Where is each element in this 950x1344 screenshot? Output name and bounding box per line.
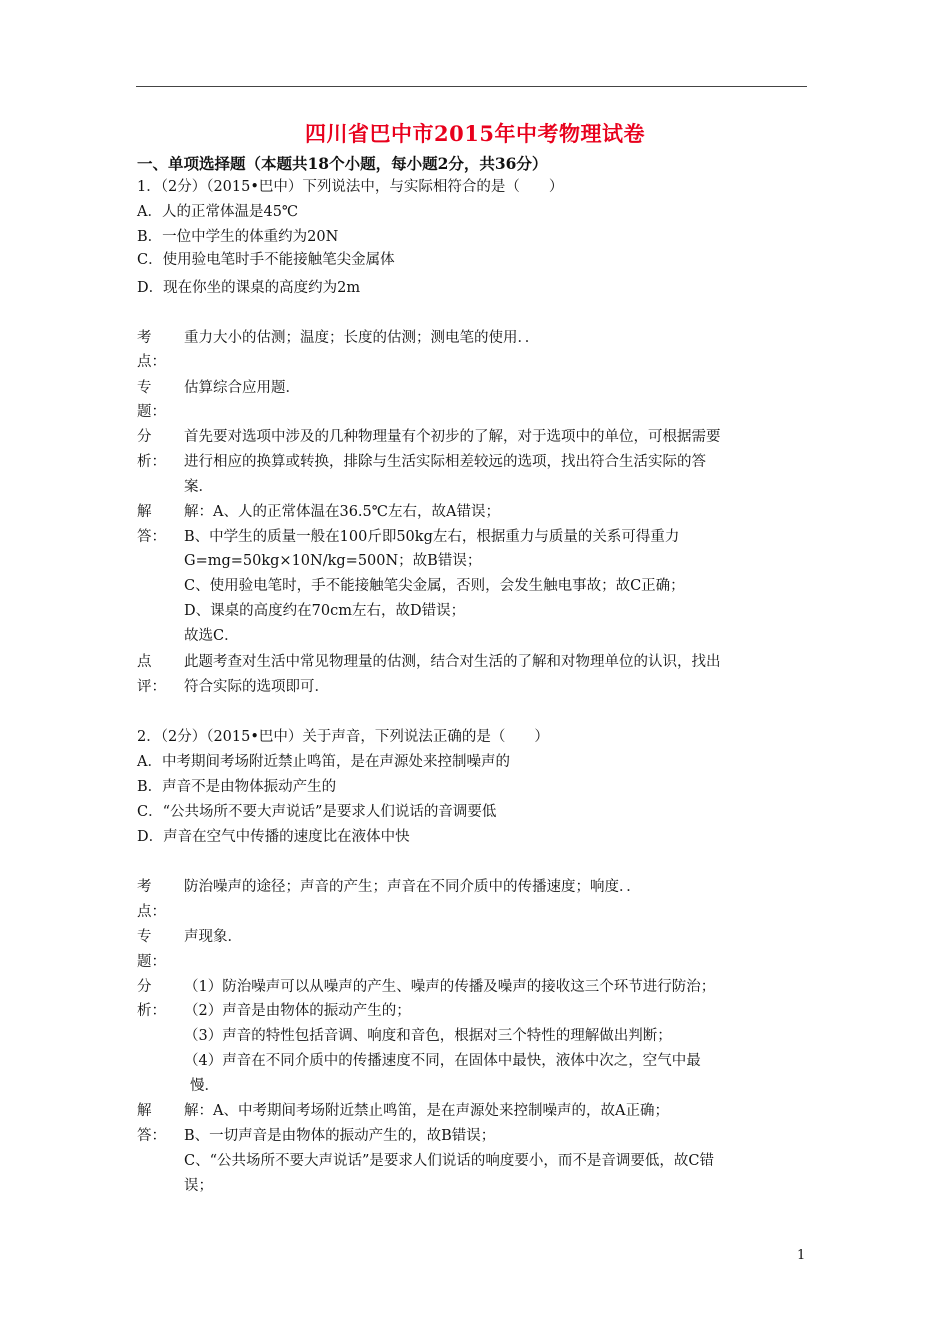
q1-kaodian-label-2: 点： <box>137 354 166 370</box>
q2-fenxi-label-1: 分 <box>137 979 152 995</box>
header-rule <box>136 86 807 87</box>
q1-option-b: B．一位中学生的体重约为20N <box>137 229 339 245</box>
q1-kaodian-label-1: 考 <box>137 330 152 346</box>
q2-zhuanti: 声现象． <box>184 929 242 945</box>
q2-option-b: B．声音不是由物体振动产生的 <box>137 779 337 795</box>
q2-fenxi-line-1: （1）防治噪声可以从噪声的产生、噪声的传播及噪声的接收这三个环节进行防治； <box>184 979 716 995</box>
q1-kaodian: 重力大小的估测；温度；长度的估测；测电笔的使用．． <box>184 330 540 346</box>
q2-jieda-line-2: B、一切声音是由物体的振动产生的，故B错误； <box>184 1128 496 1144</box>
q1-dianping-label-1: 点 <box>137 654 152 670</box>
q2-fenxi-line-2: （2）声音是由物体的振动产生的； <box>184 1003 411 1019</box>
q1-dianping-line-2: 符合实际的选项即可． <box>184 679 329 695</box>
q1-stem: 1．（2分）（2015•巴中）下列说法中，与实际相符合的是（ ） <box>137 179 564 195</box>
page-number: 1 <box>797 1248 806 1263</box>
q1-fenxi-label-1: 分 <box>137 429 152 445</box>
document-title: 四川省巴中市2015年中考物理试卷 <box>305 121 645 146</box>
q2-jieda-line-1: 解：A、中考期间考场附近禁止鸣笛，是在声源处来控制噪声的，故A正确； <box>184 1103 669 1119</box>
q1-fenxi-line-3: 案． <box>184 479 213 495</box>
q2-jieda-label-2: 答： <box>137 1128 166 1144</box>
q1-jieda-line-5: D、课桌的高度约在70cm左右，故D错误； <box>184 603 466 619</box>
q1-jieda-line-1: 解：A、人的正常体温在36.5℃左右，故A错误； <box>184 504 500 520</box>
q1-dianping-line-1: 此题考查对生活中常见物理量的估测，结合对生活的了解和对物理单位的认识，找出 <box>184 654 721 670</box>
q2-option-a: A．中考期间考场附近禁止鸣笛，是在声源处来控制噪声的 <box>137 754 510 770</box>
q2-jieda-label-1: 解 <box>137 1103 152 1119</box>
q1-jieda-label-2: 答： <box>137 529 166 545</box>
q2-option-c: C．“公共场所不要大声说话”是要求人们说话的音调要低 <box>137 804 497 820</box>
section-heading: 一、单项选择题（本题共18个小题，每小题2分，共36分） <box>137 154 548 173</box>
q1-jieda-line-4: C、使用验电笔时，手不能接触笔尖金属，否则，会发生触电事故；故C正确； <box>184 578 685 594</box>
q2-kaodian-label-1: 考 <box>137 879 152 895</box>
q1-jieda-line-6: 故选C． <box>184 628 239 644</box>
q2-jieda-line-4: 误； <box>184 1178 213 1194</box>
q1-jieda-line-2: B、中学生的质量一般在100斤即50kg左右，根据重力与质量的关系可得重力 <box>184 529 680 545</box>
q1-option-d: D．现在你坐的课桌的高度约为2m <box>137 280 361 296</box>
q1-fenxi-line-1: 首先要对选项中涉及的几种物理量有个初步的了解，对于选项中的单位，可根据需要 <box>184 429 721 445</box>
q2-zhuanti-label-2: 题： <box>137 954 166 970</box>
q1-fenxi-line-2: 进行相应的换算或转换，排除与生活实际相差较远的选项，找出符合生活实际的答 <box>184 454 706 470</box>
q1-option-c: C．使用验电笔时手不能接触笔尖金属体 <box>137 252 395 268</box>
q2-kaodian: 防治噪声的途径；声音的产生；声音在不同介质中的传播速度；响度．． <box>184 879 641 895</box>
q1-jieda-line-3: G=mg=50kg×10N/kg=500N；故B错误； <box>184 553 482 569</box>
q2-jieda-line-3: C、“公共场所不要大声说话”是要求人们说话的响度要小，而不是音调要低，故C错 <box>184 1153 715 1169</box>
q2-option-d: D．声音在空气中传播的速度比在液体中快 <box>137 829 410 845</box>
q2-fenxi-line-3: （3）声音的特性包括音调、响度和音色，根据对三个特性的理解做出判断； <box>184 1028 672 1044</box>
q2-fenxi-label-2: 析： <box>137 1003 166 1019</box>
q2-kaodian-label-2: 点： <box>137 904 166 920</box>
q1-zhuanti: 估算综合应用题． <box>184 380 300 396</box>
q1-fenxi-label-2: 析： <box>137 454 166 470</box>
q2-fenxi-line-5: 慢． <box>190 1078 219 1094</box>
q2-fenxi-line-4: （4）声音在不同介质中的传播速度不同，在固体中最快，液体中次之，空气中最 <box>184 1053 701 1069</box>
q2-stem: 2．（2分）（2015•巴中）关于声音，下列说法正确的是（ ） <box>137 729 549 745</box>
q1-dianping-label-2: 评： <box>137 679 166 695</box>
q1-option-a: A．人的正常体温是45℃ <box>137 204 299 220</box>
q1-zhuanti-label-1: 专 <box>137 380 152 396</box>
q1-jieda-label-1: 解 <box>137 504 152 520</box>
q1-zhuanti-label-2: 题： <box>137 404 166 420</box>
q2-zhuanti-label-1: 专 <box>137 929 152 945</box>
